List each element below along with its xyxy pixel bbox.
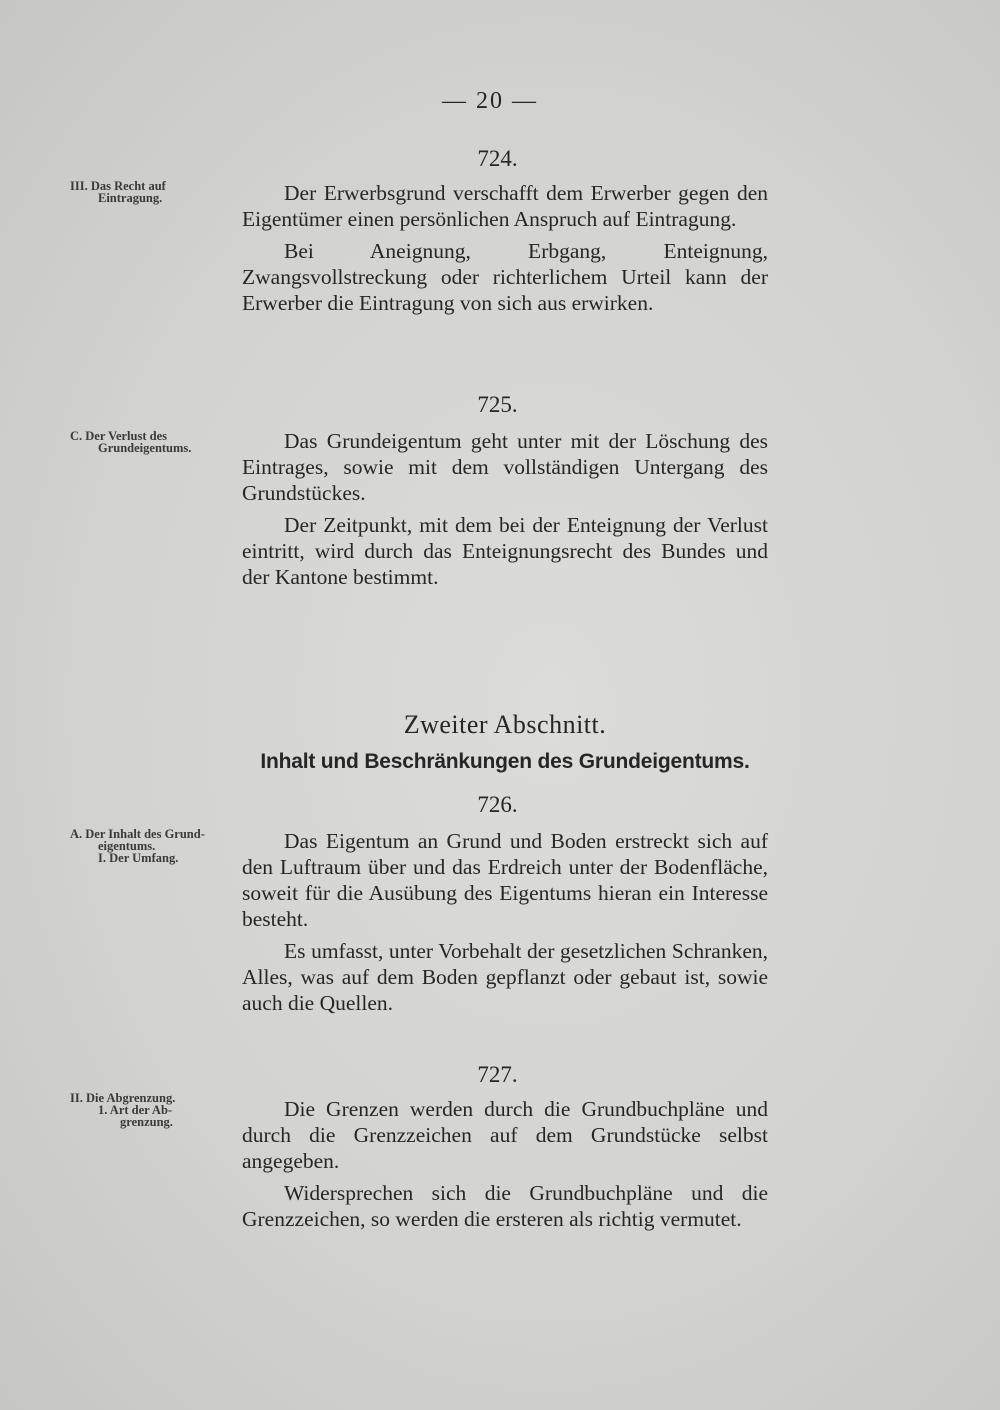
margin-note-line: grenzung. [120, 1115, 173, 1129]
margin-note-line: A. Der Inhalt des Grund- [70, 827, 205, 841]
margin-note-line: Eintragung. [98, 191, 163, 205]
margin-note-727 [70, 1092, 232, 1128]
article-number-725: 725. [477, 392, 518, 417]
margin-note-line: C. Der Verlust des [70, 429, 167, 443]
paragraph: Das Grundeigentum geht unter mit der Löschung des Eintrages, sowie mit dem vollständigen Untergang des Grundstückes. [242, 429, 768, 505]
article-text-725 [242, 428, 768, 596]
paragraph: Es umfasst, unter Vorbehalt der gesetzlichen Schranken, Alles, was auf dem Boden gepflanzt oder gebaut ist, sowie auch die Quellen. [242, 939, 768, 1015]
paragraph: Der Erwerbsgrund verschafft dem Erwerber gegen den Eigentümer einen persönlichen Anspruch auf Eintragung. [242, 181, 768, 231]
margin-note-line: Grundeigentums. [98, 441, 192, 455]
margin-note-line: eigentums. [98, 839, 156, 853]
section-subheading: Inhalt und Beschränkungen des Grundeigentums. [260, 750, 750, 773]
page-number: — 20 — [442, 88, 538, 114]
paragraph: Bei Aneignung, Erbgang, Enteignung, Zwangsvollstreckung oder richterlichem Urteil kann der Erwerber die Eintragung von sich aus erwirken. [242, 239, 768, 315]
paragraph: Der Zeitpunkt, mit dem bei der Enteignung der Verlust eintritt, wird durch das Enteignungsrecht des Bundes und der Kantone bestimmt. [242, 513, 768, 589]
article-text-726 [242, 828, 768, 1022]
margin-note-line: 1. Art der Ab- [98, 1103, 173, 1117]
article-number-726: 726. [477, 792, 518, 817]
article-number-724: 724. [477, 146, 518, 171]
article-text-724 [242, 180, 768, 322]
paragraph: Das Eigentum an Grund und Boden erstreckt sich auf den Luftraum über und das Erdreich unter der Bodenfläche, soweit für die Ausübung des Eigentums hieran ein Interesse besteht. [242, 829, 768, 931]
article-text-727 [242, 1096, 768, 1238]
section-heading: Zweiter Abschnitt. [403, 710, 607, 739]
margin-note-725 [70, 430, 232, 454]
paragraph: Widersprechen sich die Grundbuchpläne und die Grenzzeichen, so werden die ersteren als richtig vermutet. [242, 1181, 768, 1231]
margin-note-line: I. Der Umfang. [98, 851, 179, 865]
margin-note-726 [70, 828, 232, 864]
margin-note-line: III. Das Recht auf [70, 179, 166, 193]
article-number-727: 727. [477, 1062, 518, 1087]
margin-note-line: II. Die Abgrenzung. [70, 1091, 176, 1105]
paragraph: Die Grenzen werden durch die Grundbuchpläne und durch die Grenzzeichen auf dem Grundstücke selbst angegeben. [242, 1097, 768, 1173]
margin-note-724 [70, 180, 232, 204]
